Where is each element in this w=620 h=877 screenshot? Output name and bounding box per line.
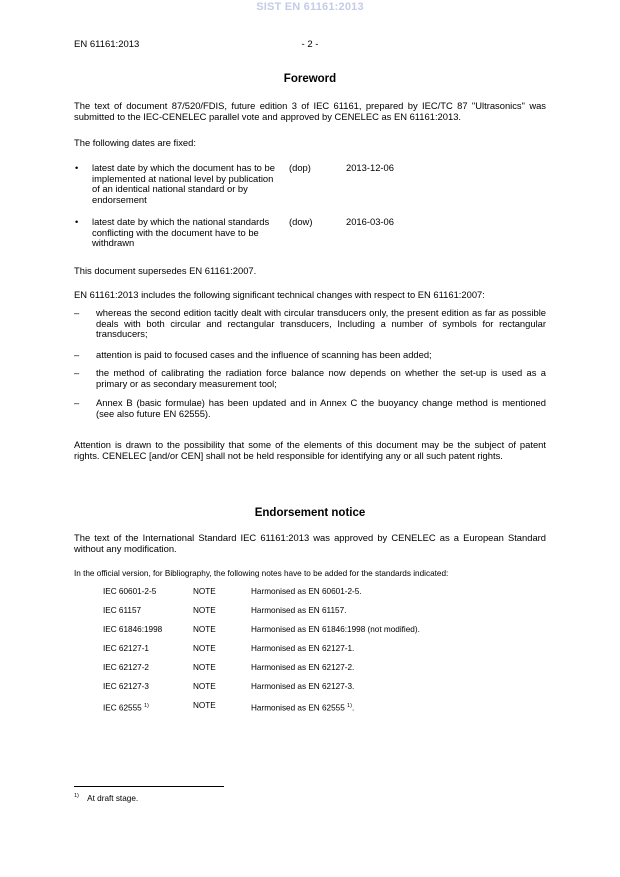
change-item-text: whereas the second edition tacitly dealt with circular transducers only, the present edition as far as possible deals with both circular and rectangular transducers, Including a number of symbols for rectangular transducers;: [96, 307, 546, 340]
endorsement-paragraph-2: In the official version, for Bibliography, the following notes have to be added for the standards indicated:: [74, 569, 449, 578]
footnote-ref: 1): [143, 703, 149, 709]
note-row: [103, 701, 523, 720]
dash-icon: –: [74, 397, 80, 408]
foreword-paragraph-3: This document supersedes EN 61161:2007.: [74, 265, 257, 276]
note-standard: IEC 62127-3: [103, 682, 149, 691]
endorsement-title: Endorsement notice: [254, 507, 366, 519]
footnote-ref: 1): [347, 703, 352, 709]
footnote: [74, 793, 138, 803]
date-item-date: 2016-03-06: [346, 216, 394, 227]
foreword-paragraph-4: EN 61161:2013 includes the following significant technical changes with respect to EN 61161:2007:: [74, 289, 485, 300]
dash-icon: –: [74, 367, 80, 378]
note-text: Harmonised as EN 61157.: [251, 606, 347, 615]
note-row: [103, 625, 523, 644]
header-doc-id: EN 61161:2013: [74, 39, 140, 50]
dash-icon: –: [74, 307, 80, 318]
dash-icon: –: [74, 349, 80, 360]
foreword-title: Foreword: [283, 73, 337, 85]
note-text-body: Harmonised as EN 62555: [251, 703, 345, 713]
foreword-paragraph-1: The text of document 87/520/FDIS, future edition 3 of IEC 61161, prepared by IEC/TC 87 "Ultrasonics" was submitted to the IEC-CENELEC parallel vote and approved by CENELEC as EN 61161:2013.: [74, 100, 546, 122]
change-item-text: the method of calibrating the radiation force balance now depends on whether the set-up is used as a primary or as secondary measurement tool;: [96, 367, 546, 389]
note-standard: IEC 62127-2: [103, 663, 149, 672]
note-text: Harmonised as EN 60601-2-5.: [251, 587, 362, 596]
note-kind: NOTE: [193, 663, 216, 672]
date-item-text: latest date by which the document has to be implemented at national level by publication of an identical national standard or by endorsement: [92, 162, 275, 205]
note-kind: NOTE: [193, 606, 216, 615]
note-kind: NOTE: [193, 587, 216, 596]
note-row: [103, 644, 523, 663]
note-standard-name: IEC 62555: [103, 703, 142, 713]
note-kind: NOTE: [193, 644, 216, 653]
note-text-tail: .: [351, 703, 355, 713]
note-text: [251, 701, 354, 714]
note-row: [103, 606, 523, 625]
note-kind: NOTE: [193, 682, 216, 691]
date-item-date: 2013-12-06: [346, 162, 394, 173]
date-item-abbr: (dop): [289, 162, 311, 173]
note-standard: IEC 60601-2-5: [103, 587, 157, 596]
note-text: Harmonised as EN 62127-3.: [251, 682, 355, 691]
endorsement-paragraph-1: The text of the International Standard IEC 61161:2013 was approved by CENELEC as a European Standard without any modification.: [74, 532, 546, 554]
header-page-number: - 2 -: [301, 39, 319, 50]
bibliography-notes: [103, 587, 523, 720]
foreword-paragraph-2: The following dates are fixed:: [74, 137, 196, 148]
watermark: SIST EN 61161:2013: [256, 1, 364, 13]
date-item-text: latest date by which the national standards conflicting with the document have to be withdrawn: [92, 216, 270, 249]
note-kind: NOTE: [193, 701, 216, 710]
footnote-divider: [74, 786, 224, 787]
change-item-text: Annex B (basic formulae) has been updated and in Annex C the buoyancy change method is mentioned (see also future EN 62555).: [96, 397, 546, 419]
note-text: Harmonised as EN 62127-2.: [251, 663, 355, 672]
note-row: [103, 587, 523, 606]
note-text: Harmonised as EN 62127-1.: [251, 644, 355, 653]
footnote-mark: 1): [74, 793, 79, 799]
note-text: Harmonised as EN 61846:1998 (not modified).: [251, 625, 420, 634]
bullet-icon: •: [75, 162, 79, 173]
footnote-text: At draft stage.: [87, 793, 139, 803]
date-item-abbr: (dow): [289, 216, 313, 227]
note-row: [103, 682, 523, 701]
bullet-icon: •: [75, 216, 79, 227]
note-standard: [103, 701, 149, 714]
note-kind: NOTE: [193, 625, 216, 634]
note-standard: IEC 62127-1: [103, 644, 149, 653]
note-row: [103, 663, 523, 682]
note-standard: IEC 61846:1998: [103, 625, 163, 634]
note-standard: IEC 61157: [103, 606, 142, 615]
foreword-paragraph-5: Attention is drawn to the possibility that some of the elements of this document may be the subject of patent rights. CENELEC [and/or CEN] shall not be held responsible for identifying any or all such patent rights.: [74, 439, 546, 461]
change-item-text: attention is paid to focused cases and the influence of scanning has been added;: [96, 349, 432, 360]
